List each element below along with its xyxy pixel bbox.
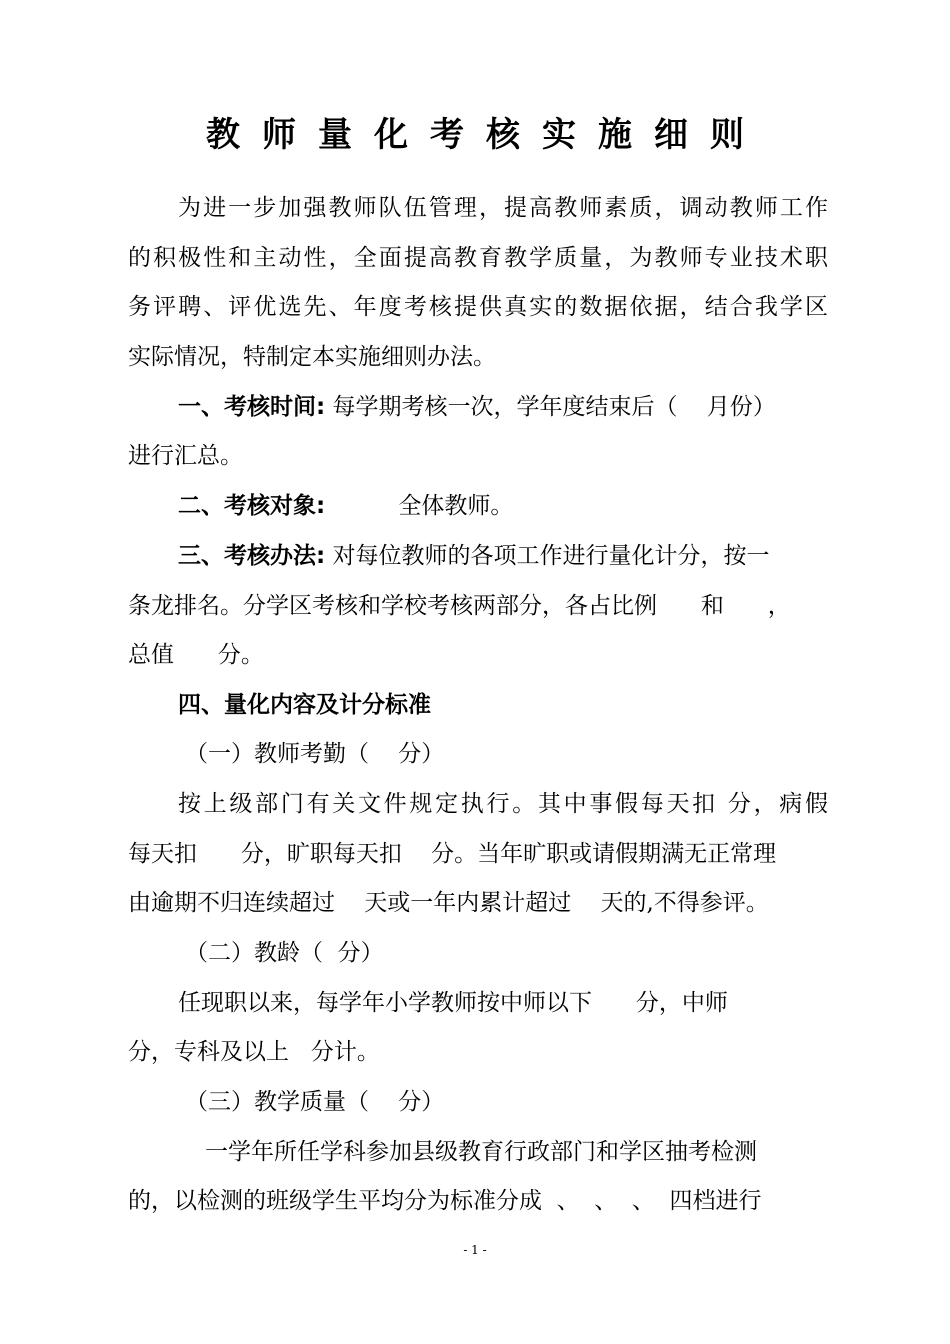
paragraph-line: 的，以检测的班级学生平均分为标准分成 、 、 、 四档进行 <box>128 1188 762 1214</box>
paragraph-line: 为进一步加强教师队伍管理，提高教师素质，调动教师工作 <box>178 195 828 221</box>
paragraph-line: 务评聘、评优选先、年度考核提供真实的数据依据，结合我学区 <box>128 294 828 320</box>
paragraph-line: 由逾期不归连续超过 天或一年内累计超过 天的,不得参评。 <box>128 890 769 916</box>
subsection-heading: （一）教师考勤（ 分） <box>185 741 445 767</box>
paragraph-line: 任现职以来，每学年小学教师按中师以下 分，中师 <box>178 990 728 1016</box>
paragraph-line: 的积极性和主动性，全面提高教育教学质量，为教师专业技术职 <box>128 245 828 271</box>
section-heading: 二、考核对象: <box>178 493 326 519</box>
page-number: - 1 - <box>463 1243 487 1257</box>
section-text: 全体教师。 <box>325 493 514 519</box>
paragraph-line: 实际情况，特制定本实施细则办法。 <box>128 344 496 370</box>
paragraph-line: 一学年所任学科参加县级教育行政部门和学区抽考检测 <box>205 1139 757 1165</box>
document-title: 教师量化考核实施细则 <box>206 115 766 155</box>
section-line <box>178 486 828 526</box>
section-line <box>178 536 828 576</box>
subsection-heading: （三）教学质量（ 分） <box>185 1089 445 1115</box>
paragraph-line: 分，专科及以上 分计。 <box>128 1039 380 1065</box>
section-heading: 四、量化内容及计分标准 <box>178 692 431 718</box>
paragraph-line: 每天扣 分，旷职每天扣 分。当年旷职或请假期满无正常理 <box>128 841 777 867</box>
section-heading: 一、考核时间: <box>178 394 326 420</box>
section-heading: 三、考核办法: <box>178 543 326 569</box>
section-text: 对每位教师的各项工作进行量化计分，按一 <box>325 543 770 569</box>
subsection-heading: （二）教龄（ 分） <box>185 940 384 966</box>
paragraph-line: 总值 分。 <box>128 642 264 668</box>
paragraph-line: 按上级部门有关文件规定执行。其中事假每天扣 分，病假 <box>178 791 828 817</box>
paragraph-line: 进行汇总。 <box>128 443 243 469</box>
paragraph-line: 条龙排名。分学区考核和学校考核两部分，各占比例 和 ， <box>128 593 791 619</box>
section-text: 每学期考核一次，学年度结束后（ 月份） <box>325 394 776 420</box>
section-line <box>178 685 828 725</box>
section-line <box>178 387 828 427</box>
